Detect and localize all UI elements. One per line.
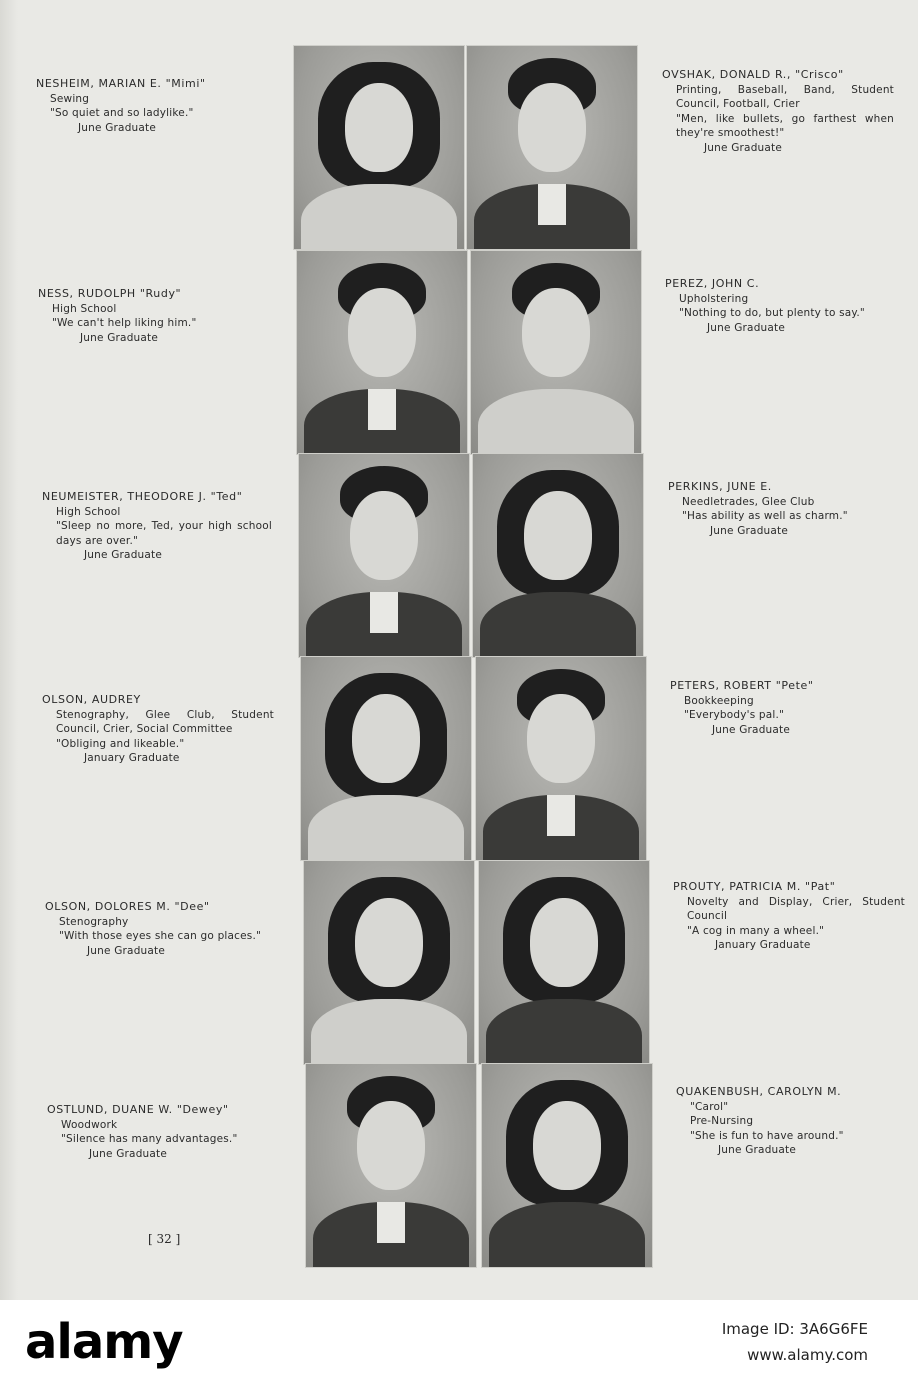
image-id-label: Image ID: 3A6G6FE: [721, 1320, 868, 1338]
portrait-photo: [478, 860, 650, 1065]
student-activity: Sewing: [50, 92, 90, 105]
graduation-term: June Graduate: [78, 121, 157, 134]
student-activity: Bookkeeping: [684, 694, 754, 707]
student-name: OSTLUND, DUANE W. "Dewey": [47, 1103, 229, 1116]
portrait-face: [522, 288, 590, 377]
student-quote: "A cog in many a wheel.": [687, 924, 825, 937]
alamy-logo: alamy: [25, 1314, 183, 1370]
site-url: www.alamy.com: [747, 1346, 868, 1364]
portrait-clothing: [480, 592, 636, 658]
student-entry-nesheim: [36, 77, 276, 135]
student-name: QUAKENBUSH, CAROLYN M.: [676, 1085, 842, 1098]
portrait-photo: [470, 250, 642, 455]
portrait-clothing: [311, 999, 467, 1065]
student-name: OVSHAK, DONALD R., "Crisco": [662, 68, 844, 81]
portrait-photo: [303, 860, 475, 1065]
graduation-term: June Graduate: [707, 321, 786, 334]
portrait-photo: [475, 656, 647, 861]
graduation-term: January Graduate: [84, 752, 180, 764]
portrait-clothing: [478, 389, 634, 455]
graduation-term: June Graduate: [710, 524, 789, 537]
portrait-clothing: [486, 999, 642, 1065]
student-entry-neumeister: [42, 490, 282, 563]
student-entry-olson-dolores: [45, 900, 285, 958]
student-entry-perez: [665, 277, 905, 335]
student-quote: "Everybody's pal.": [684, 709, 785, 721]
portrait-clothing: [301, 184, 457, 250]
student-activity: Needletrades, Glee Club: [682, 495, 815, 508]
student-quote: "Sleep no more, Ted, your high school days are over.": [56, 520, 272, 547]
student-entry-olson-audrey: [42, 693, 282, 766]
student-quote: "Nothing to do, but plenty to say.": [679, 307, 865, 319]
student-name: NESHEIM, MARIAN E. "Mimi": [36, 77, 206, 90]
portrait-photo: [293, 45, 465, 250]
student-quote: "Has ability as well as charm.": [682, 510, 848, 522]
student-entry-peters: [670, 679, 910, 737]
student-activity: Upholstering: [679, 292, 749, 305]
student-name: PETERS, ROBERT "Pete": [670, 679, 814, 692]
student-quote: "Obliging and likeable.": [56, 737, 185, 750]
portrait-collar: [377, 1202, 404, 1243]
student-name: PEREZ, JOHN C.: [665, 277, 760, 290]
portrait-face: [350, 491, 418, 580]
student-quote: "With those eyes she can go places.": [59, 930, 262, 942]
portrait-face: [357, 1101, 425, 1190]
student-name: OLSON, DOLORES M. "Dee": [45, 900, 210, 913]
student-name: NEUMEISTER, THEODORE J. "Ted": [42, 490, 243, 503]
portrait-face: [355, 898, 423, 987]
student-quote: "So quiet and so ladylike.": [50, 107, 194, 119]
graduation-term: June Graduate: [80, 331, 159, 344]
portrait-photo: [298, 453, 470, 658]
portrait-photo: [472, 453, 644, 658]
portrait-collar: [368, 389, 395, 430]
student-quote: "We can't help liking him.": [52, 317, 197, 329]
student-quote: "She is fun to have around.": [690, 1129, 844, 1142]
portrait-photo: [466, 45, 638, 250]
student-entry-ness: [38, 287, 278, 345]
portrait-photo: [481, 1063, 653, 1268]
student-entry-prouty: [673, 880, 905, 953]
portrait-photo: [305, 1063, 477, 1268]
graduation-term: June Graduate: [84, 549, 163, 561]
stock-footer: [0, 1300, 918, 1390]
graduation-term: June Graduate: [89, 1147, 168, 1160]
portrait-face: [518, 83, 586, 172]
student-activity: High School: [52, 302, 117, 315]
portrait-face: [530, 898, 598, 987]
portrait-photo: [300, 656, 472, 861]
portrait-face: [348, 288, 416, 377]
page-number: [ 32 ]: [148, 1232, 181, 1246]
student-activity: High School: [56, 505, 121, 518]
student-name: PROUTY, PATRICIA M. "Pat": [673, 880, 836, 893]
graduation-term: June Graduate: [718, 1144, 797, 1156]
graduation-term: June Graduate: [704, 141, 783, 154]
student-activity: Stenography: [59, 915, 129, 928]
student-activity: Pre-Nursing: [690, 1115, 754, 1127]
student-entry-ostlund: [47, 1103, 287, 1161]
portrait-face: [345, 83, 413, 172]
graduation-term: June Graduate: [87, 944, 166, 957]
portrait-collar: [547, 795, 574, 836]
student-nickname: "Carol": [690, 1100, 729, 1113]
portrait-photo: [296, 250, 468, 455]
student-name: PERKINS, JUNE E.: [668, 480, 772, 493]
student-name: OLSON, AUDREY: [42, 693, 141, 706]
student-entry-quakenbush: [676, 1085, 916, 1158]
student-quote: "Silence has many advantages.": [61, 1133, 238, 1145]
student-activity: Novelty and Display, Crier, Student Council: [687, 895, 905, 922]
portrait-clothing: [308, 795, 464, 861]
student-activity: Printing, Baseball, Band, Student Council, Football, Crier: [676, 83, 894, 110]
graduation-term: June Graduate: [712, 723, 791, 736]
student-name: NESS, RUDOLPH "Rudy": [38, 287, 182, 300]
portrait-face: [533, 1101, 601, 1190]
student-entry-perkins: [668, 480, 908, 538]
portrait-face: [527, 694, 595, 783]
portrait-clothing: [489, 1202, 645, 1268]
student-entry-ovshak: [662, 68, 894, 155]
student-quote: "Men, like bullets, go farthest when they're smoothest!": [676, 112, 894, 139]
portrait-face: [352, 694, 420, 783]
portrait-collar: [538, 184, 565, 225]
portrait-face: [524, 491, 592, 580]
student-activity: Stenography, Glee Club, Student Council, Crier, Social Committee: [56, 708, 274, 735]
student-activity: Woodwork: [61, 1118, 118, 1131]
graduation-term: January Graduate: [715, 939, 811, 951]
portrait-collar: [370, 592, 397, 633]
